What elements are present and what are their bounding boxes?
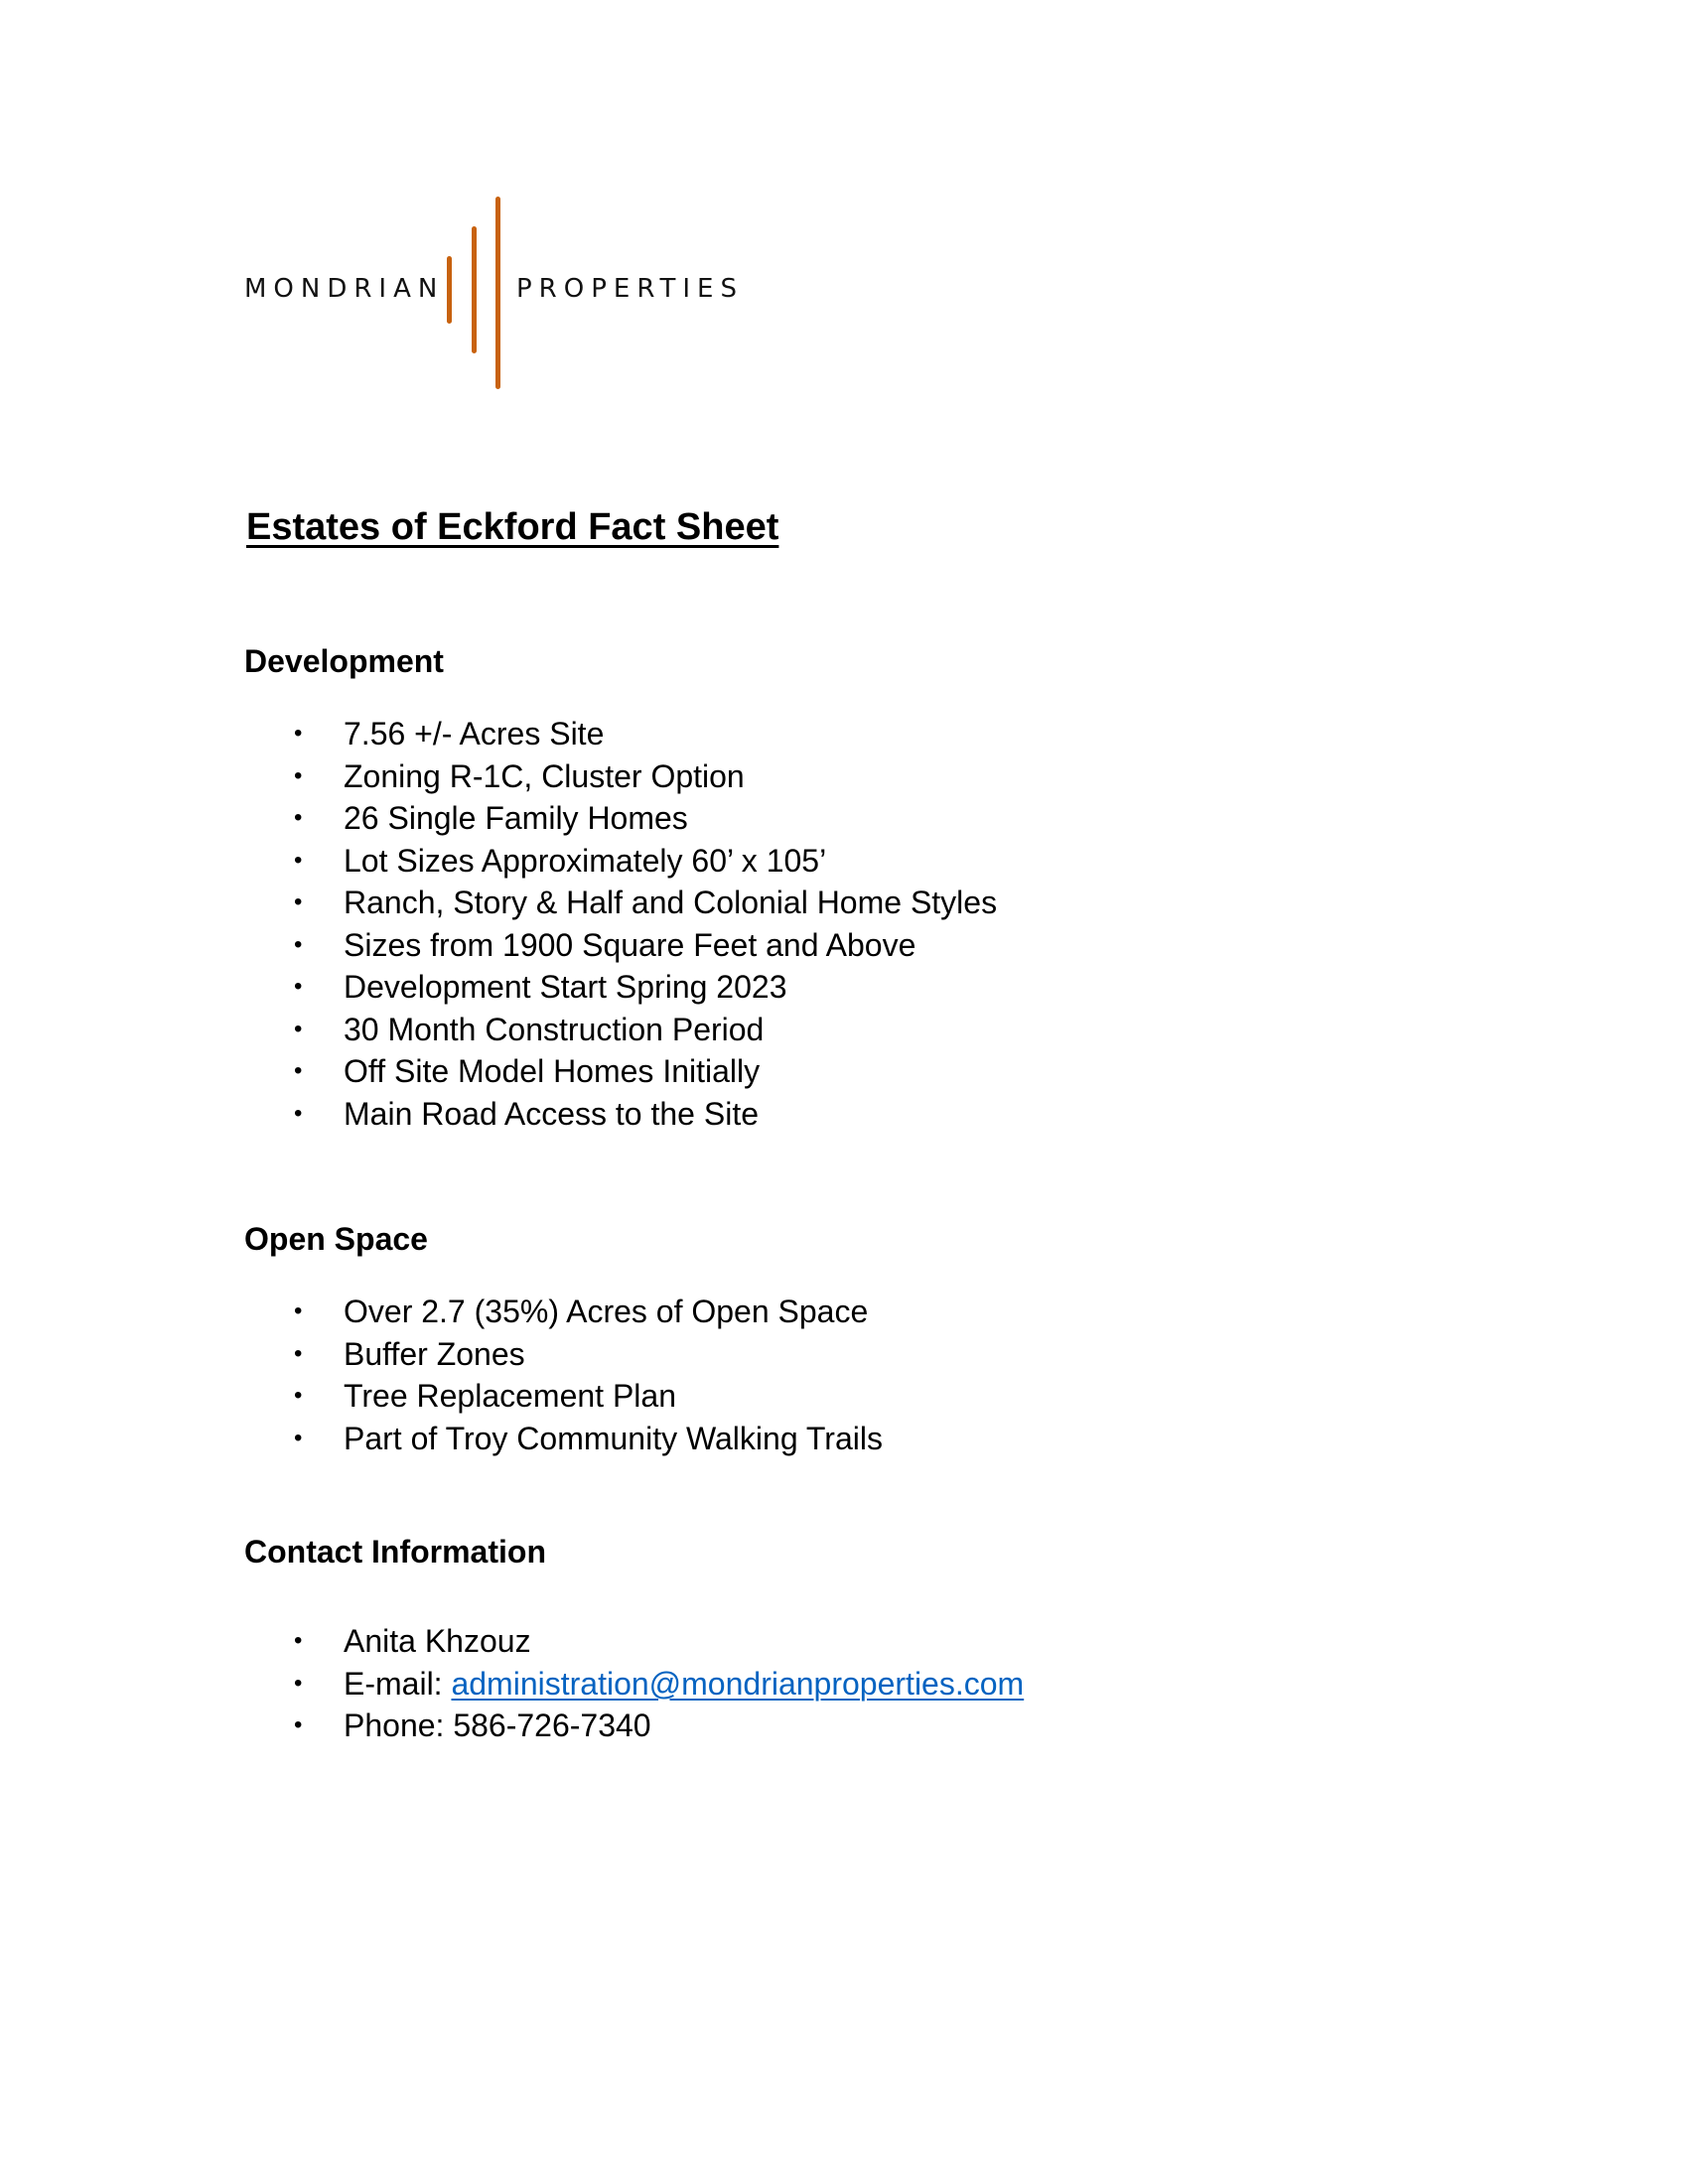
section-heading-open-space: Open Space (244, 1221, 428, 1257)
bullet-icon: • (294, 888, 303, 915)
bullet-icon: • (294, 930, 303, 958)
email-link[interactable]: administration@mondrianproperties.com (451, 1665, 1025, 1702)
bullet-icon: • (294, 1627, 303, 1654)
logo-bar-1 (447, 256, 452, 324)
bullet-icon: • (294, 1669, 303, 1697)
bullet-icon: • (294, 761, 303, 789)
section-heading-contact: Contact Information (244, 1534, 546, 1570)
bullet-icon: • (294, 973, 303, 1000)
contact-phone: Phone: 586-726-7340 (344, 1707, 651, 1743)
logo-bar-2 (472, 226, 477, 353)
logo-word-mondrian: MONDRIAN (244, 274, 445, 304)
bullet-icon: • (294, 1382, 303, 1409)
company-logo (244, 197, 744, 389)
bullet-icon: • (294, 720, 303, 747)
bullet-icon: • (294, 846, 303, 874)
bullet-icon: • (294, 1339, 303, 1367)
bullet-icon: • (294, 1099, 303, 1127)
bullet-icon: • (294, 804, 303, 831)
bullet-icon: • (294, 1297, 303, 1324)
bullet-icon: • (294, 1057, 303, 1084)
email-label: E-mail: (344, 1665, 452, 1702)
section-heading-development: Development (244, 643, 444, 679)
bullet-icon: • (294, 1424, 303, 1451)
contact-name: Anita Khzouz (344, 1623, 531, 1659)
logo-bar-3 (495, 197, 500, 389)
document-title: Estates of Eckford Fact Sheet (246, 506, 779, 548)
logo-word-properties: PROPERTIES (516, 274, 744, 304)
bullet-icon: • (294, 1711, 303, 1738)
bullet-icon: • (294, 1015, 303, 1042)
